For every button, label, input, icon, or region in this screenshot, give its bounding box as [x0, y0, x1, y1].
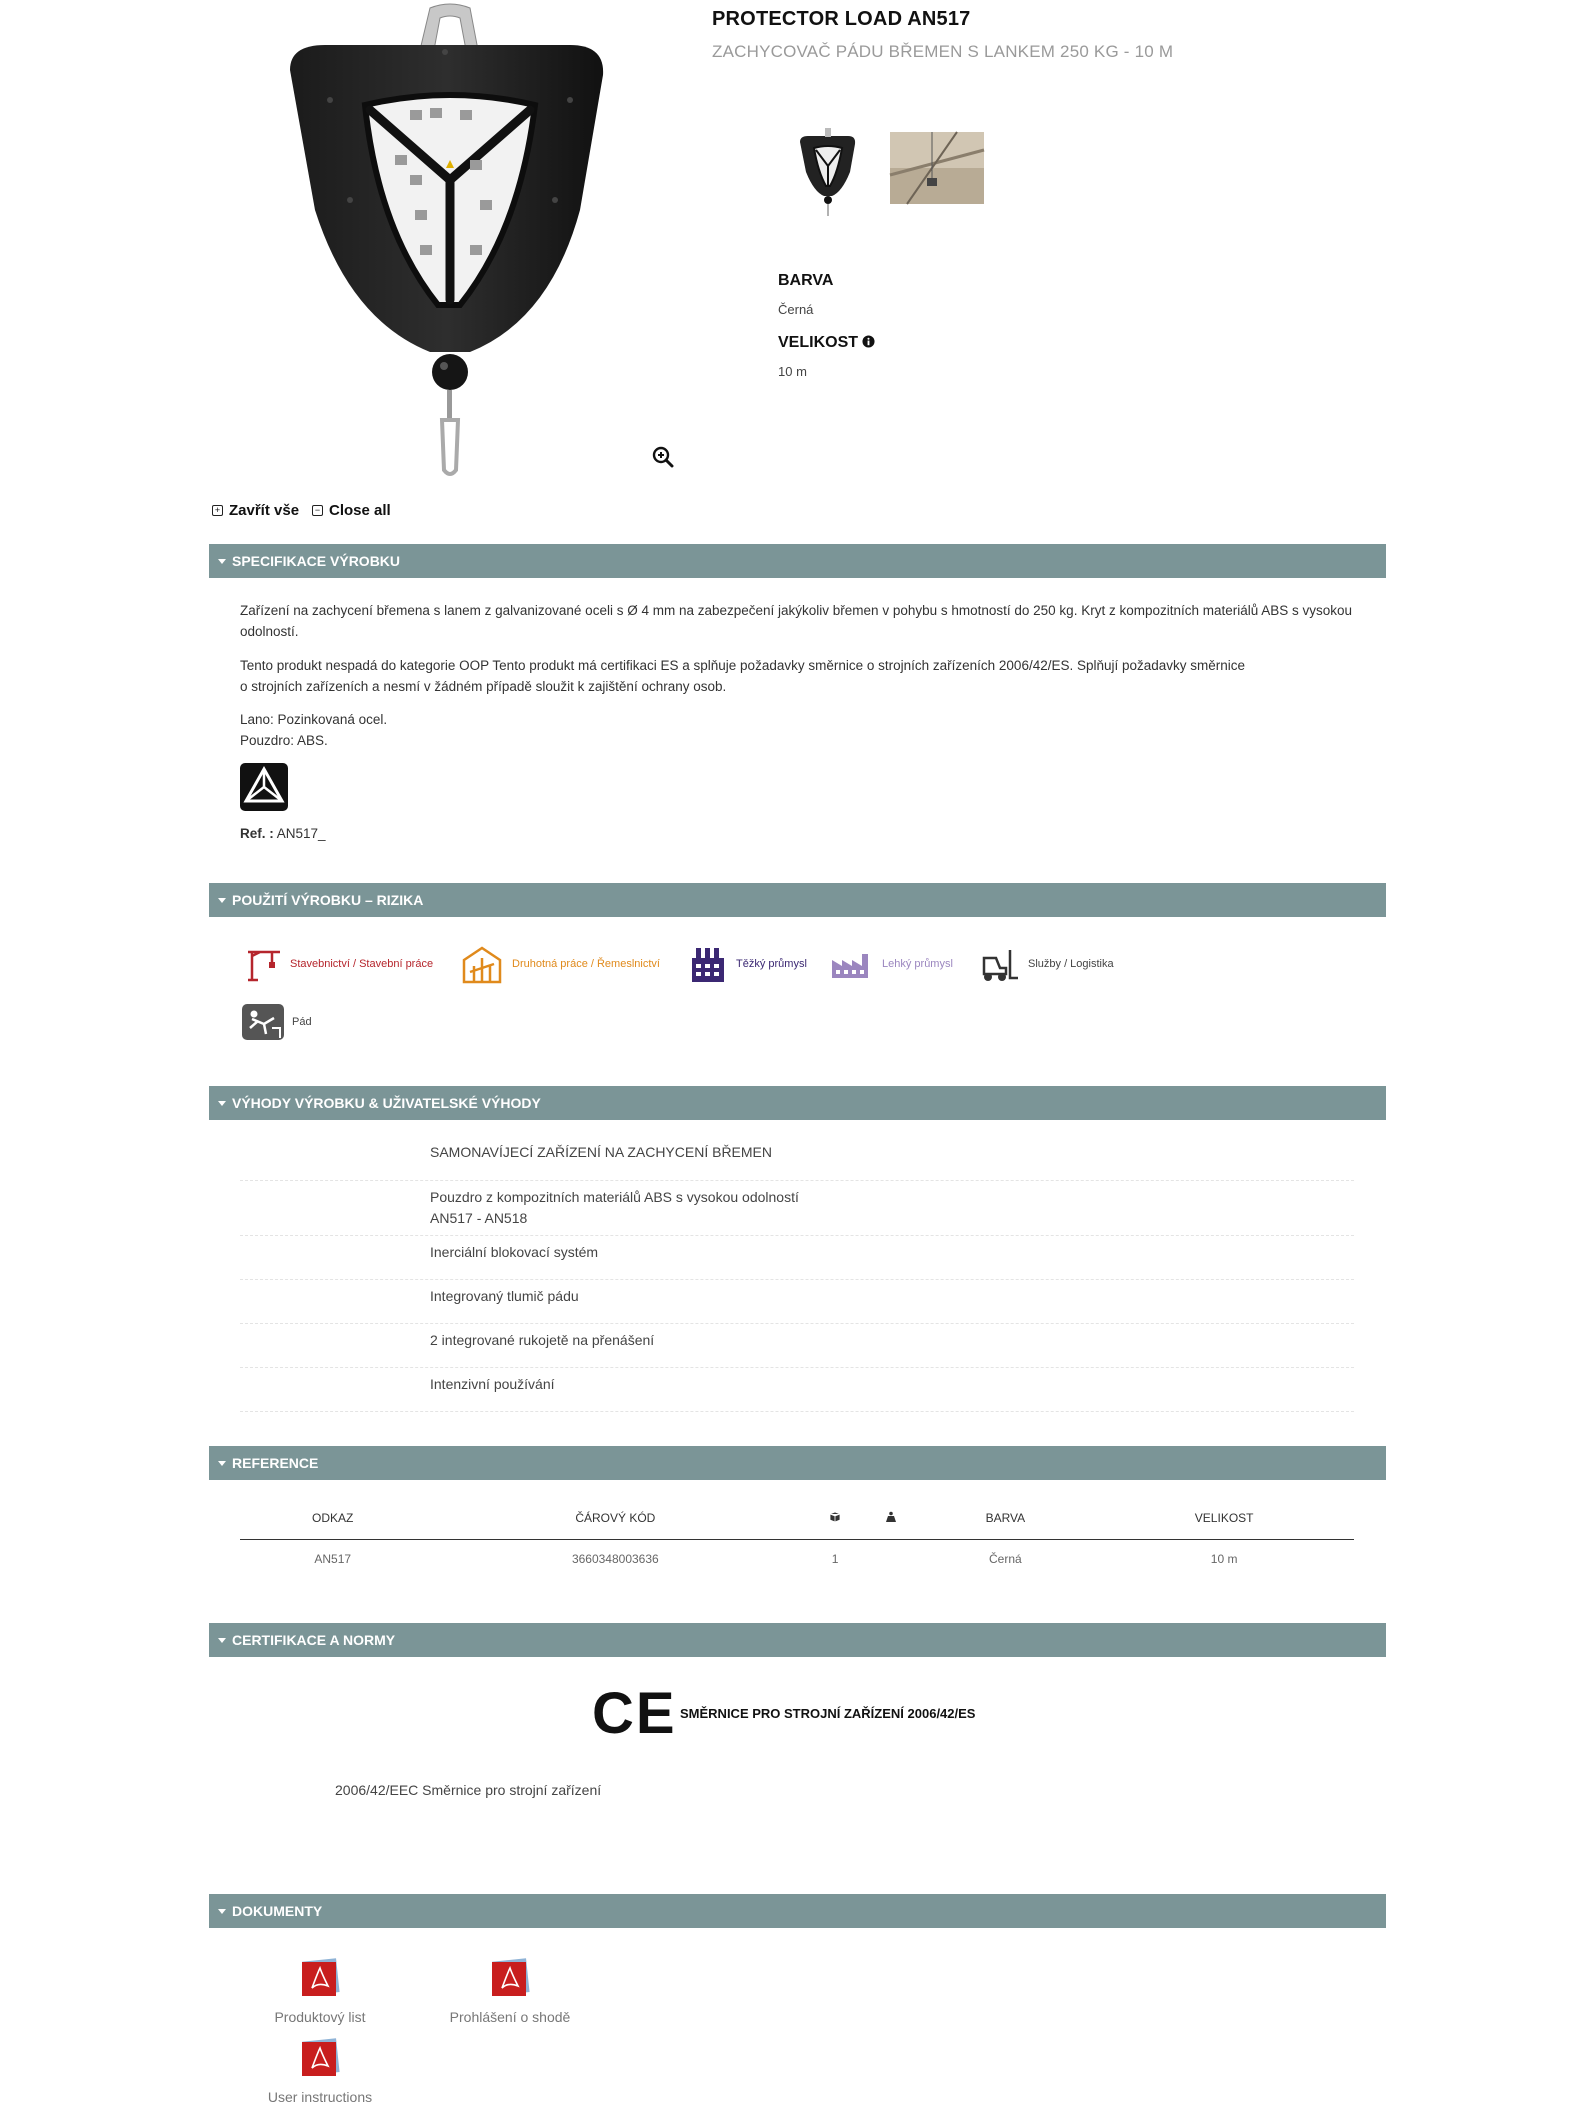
- advantage-row: [240, 1236, 1354, 1280]
- col-weight[interactable]: [865, 1497, 916, 1540]
- cell-barcode: 3660348003636: [571, 1552, 659, 1566]
- caret-down-icon: [218, 1638, 226, 1643]
- usage-fall: [242, 1004, 312, 1040]
- spec-description: Zařízení na zachycení břemena s lanem z galvanizované oceli s Ø 4 mm na zabezpečení jakýkoliv břemen v pohybu s hmotností do 250 kg. Kryt z kompozitních materiálů ABS s vysokou odolností.: [240, 603, 1353, 639]
- cert-note: 2006/42/EEC Směrnice pro strojní zařízení: [335, 1782, 602, 1798]
- ref-value: AN517_: [276, 826, 326, 841]
- product-title: PROTECTOR LOAD AN517: [712, 8, 971, 30]
- color-label: BARVA: [778, 272, 834, 289]
- light-industry-icon: [830, 944, 874, 984]
- cell-size: 10 m: [1210, 1552, 1238, 1566]
- spec-material-rope: Lano: Pozinkovaná ocel.: [240, 712, 388, 727]
- doc-label: Prohlášení o shodě: [449, 2009, 571, 2025]
- usage-light-industry-label: Lehký průmysl: [882, 958, 953, 970]
- advantage-text: Integrovaný tlumič pádu: [430, 1288, 579, 1304]
- section-cert-title: CERTIFIKACE A NORMY: [232, 1632, 396, 1648]
- advantage-row: [240, 1368, 1354, 1412]
- product-image: [270, 0, 630, 480]
- section-spec-title: SPECIFIKACE VÝROBKU: [232, 553, 401, 569]
- usage-craft-label: Druhotná práce / Řemeslnictví: [512, 958, 660, 970]
- usage-heavy-industry: [688, 944, 807, 984]
- pdf-icon: [298, 2038, 342, 2078]
- pdf-icon: [298, 1958, 342, 1998]
- spec-certification-line2: o strojních zařízeních a nesmí v žádném případě sloužit k zajištění ochrany osob.: [240, 679, 727, 694]
- advantage-row: [240, 1136, 1354, 1181]
- zoom-in-icon[interactable]: [652, 446, 674, 468]
- caret-down-icon: [218, 898, 226, 903]
- spec-material-case: Pouzdro: ABS.: [240, 733, 328, 748]
- crane-icon: [242, 944, 282, 984]
- doc-label: Produktový list: [274, 2009, 366, 2025]
- caret-down-icon: [218, 559, 226, 564]
- advantage-text: AN517 - AN518: [430, 1210, 528, 1226]
- advantage-text: Inerciální blokovací systém: [430, 1244, 599, 1260]
- section-docs-title: DOKUMENTY: [232, 1903, 323, 1919]
- thumbnail-usage-photo[interactable]: [887, 120, 987, 220]
- close-all-label: Close all: [329, 502, 391, 519]
- open-all-label: Zavřít vše: [229, 502, 300, 519]
- color-value: Černá: [778, 302, 814, 317]
- col-reference[interactable]: ODKAZ: [240, 1497, 425, 1540]
- ce-mark-icon: CE: [592, 1681, 677, 1746]
- usage-construction-label: Stavebnictví / Stavební práce: [290, 958, 434, 970]
- advantage-row: [240, 1181, 1354, 1236]
- section-reference-header[interactable]: [209, 1446, 1386, 1480]
- section-reference-title: REFERENCE: [232, 1455, 319, 1471]
- usage-craft: [460, 944, 660, 984]
- doc-label: User instructions: [267, 2089, 373, 2105]
- size-label-text: VELIKOST: [778, 334, 859, 351]
- info-icon[interactable]: [862, 335, 875, 348]
- section-spec-header[interactable]: [209, 544, 1386, 578]
- open-all-toggle[interactable]: [212, 502, 299, 519]
- weight-icon: [886, 1511, 896, 1522]
- close-all-toggle[interactable]: [312, 502, 391, 519]
- usage-logistics-label: Služby / Logistika: [1028, 958, 1114, 970]
- size-value: 10 m: [778, 364, 807, 379]
- advantage-text: 2 integrované rukojetě na přenášení: [430, 1332, 655, 1348]
- load-arrester-pictogram-icon: [240, 763, 288, 811]
- col-package[interactable]: [805, 1497, 865, 1540]
- table-header-row: [240, 1497, 1354, 1540]
- fall-icon: [242, 1004, 284, 1040]
- thumbnail-product[interactable]: [778, 120, 878, 220]
- cell-package: 1: [831, 1552, 839, 1566]
- pdf-icon: [488, 1958, 532, 1998]
- section-usage-title: POUŽITÍ VÝROBKU – RIZIKA: [232, 892, 424, 908]
- section-advantages-header[interactable]: [209, 1086, 1386, 1120]
- doc-user-instructions[interactable]: [250, 2038, 390, 2105]
- section-docs-header[interactable]: [209, 1894, 1386, 1928]
- advantage-text: Pouzdro z kompozitních materiálů ABS s vysokou odolností: [430, 1189, 799, 1205]
- advantage-row: [240, 1324, 1354, 1368]
- section-usage-header[interactable]: [209, 883, 1386, 917]
- caret-down-icon: [218, 1461, 226, 1466]
- section-advantages-title: VÝHODY VÝROBKU & UŽIVATELSKÉ VÝHODY: [232, 1095, 541, 1111]
- advantage-text: SAMONAVÍJECÍ ZAŘÍZENÍ NA ZACHYCENÍ BŘEMEN: [430, 1144, 773, 1160]
- cell-color: Černá: [989, 1552, 1022, 1566]
- table-row[interactable]: [240, 1540, 1354, 1579]
- plus-box-icon: +: [212, 505, 223, 516]
- minus-box-icon: −: [312, 505, 323, 516]
- ref-label: Ref. :: [240, 826, 274, 841]
- size-label: [778, 334, 875, 352]
- usage-fall-label: Pád: [292, 1016, 312, 1028]
- cell-reference: AN517: [314, 1552, 352, 1566]
- usage-construction: [242, 944, 433, 984]
- doc-declaration[interactable]: [440, 1958, 580, 2025]
- product-subtitle: ZACHYCOVAČ PÁDU BŘEMEN S LANKEM 250 KG - 10 M: [712, 42, 1174, 61]
- forklift-icon: [976, 944, 1020, 984]
- col-color[interactable]: BARVA: [916, 1497, 1094, 1540]
- usage-heavy-industry-label: Těžký průmysl: [736, 958, 807, 970]
- caret-down-icon: [218, 1101, 226, 1106]
- package-icon: [829, 1511, 841, 1522]
- caret-down-icon: [218, 1909, 226, 1914]
- usage-logistics: [976, 944, 1114, 984]
- advantage-text: Intenzivní používání: [430, 1376, 555, 1392]
- craft-building-icon: [460, 944, 504, 984]
- section-cert-header[interactable]: [209, 1623, 1386, 1657]
- heavy-industry-icon: [688, 944, 728, 984]
- spec-certification-line1: Tento produkt nespadá do kategorie OOP Tento produkt má certifikaci ES a splňuje požadavky směrnice o strojních zařízeních 2006/42/ES. Splňují požadavky směrnice: [240, 658, 1246, 673]
- reference-table: [240, 1497, 1354, 1578]
- spec-reference: [240, 826, 326, 841]
- usage-light-industry: [830, 944, 953, 984]
- cert-badge-text: SMĚRNICE PRO STROJNÍ ZAŘÍZENÍ 2006/42/ES: [680, 1706, 976, 1721]
- col-size[interactable]: VELIKOST: [1094, 1497, 1354, 1540]
- advantage-row: [240, 1280, 1354, 1324]
- cell-weight: [865, 1540, 916, 1579]
- col-barcode[interactable]: ČÁROVÝ KÓD: [425, 1497, 805, 1540]
- doc-product-sheet[interactable]: [250, 1958, 390, 2025]
